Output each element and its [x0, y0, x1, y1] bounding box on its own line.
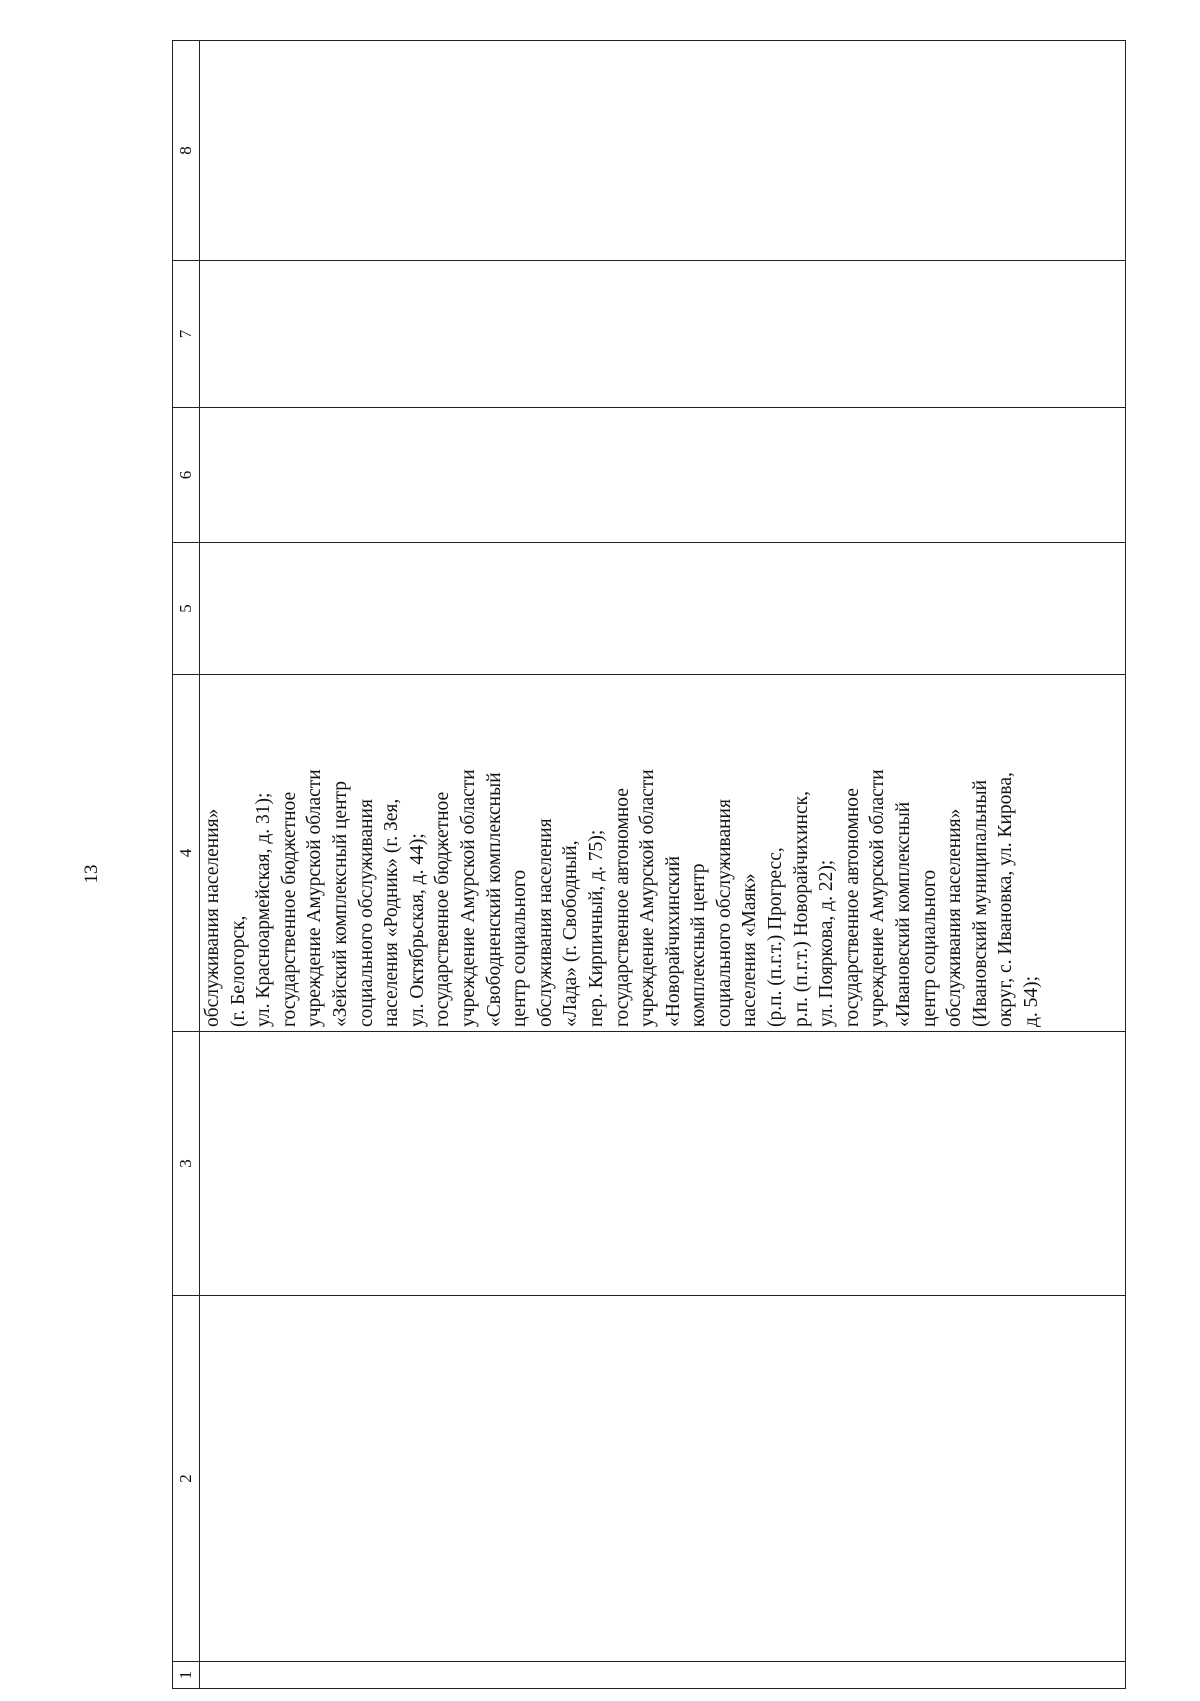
text-line: обслуживания населения»: [944, 808, 966, 1027]
column-header-6: 6: [173, 408, 200, 543]
text-line: «Свободненский комплексный: [483, 772, 505, 1027]
column-header-1: 1: [173, 1662, 200, 1689]
text-line: д. 54);: [1021, 975, 1042, 1027]
cell-col-2: [200, 1296, 1126, 1662]
text-line: «Новорайчихинский: [662, 855, 684, 1027]
text-line: социального обслуживания: [355, 799, 377, 1027]
cell-col-4: [200, 675, 1126, 1032]
cell-col-5: [200, 543, 1126, 675]
institutions-list-text: [200, 675, 1045, 1031]
text-line: (Ивановский муниципальный: [969, 779, 991, 1027]
text-line: комплексный центр: [688, 863, 710, 1027]
column-header-3: 3: [173, 1032, 200, 1296]
text-line: учреждение Амурской области: [637, 769, 659, 1027]
column-header-7: 7: [173, 261, 200, 408]
cell-col-7: [200, 261, 1126, 408]
column-header-2: 2: [173, 1296, 200, 1662]
text-line: государственное автономное: [611, 788, 633, 1027]
text-line: государственное бюджетное: [432, 791, 454, 1027]
page-number: 13: [81, 864, 102, 884]
column-header-5: 5: [173, 543, 200, 675]
cell-col-8: [200, 41, 1126, 261]
text-line: государственное автономное: [841, 788, 863, 1027]
text-line: населения «Родник» (г. Зея,: [381, 798, 403, 1027]
text-line: округ, с. Ивановка, ул. Кирова,: [995, 772, 1017, 1027]
text-line: (г. Белогорск,: [227, 915, 249, 1027]
column-header-8: 8: [173, 41, 200, 261]
text-line: ул. Пояркова, д. 22);: [816, 859, 838, 1027]
cell-col-1: [200, 1662, 1126, 1689]
text-line: центр социального: [918, 869, 940, 1027]
column-header-4: 4: [173, 675, 200, 1032]
text-line: обслуживания населения»: [202, 808, 223, 1027]
cell-col-6: [200, 408, 1126, 543]
text-line: обслуживания населения: [534, 818, 556, 1027]
text-line: центр социального: [509, 869, 531, 1027]
text-line: пер. Кирпичный, д. 75);: [585, 829, 607, 1027]
document-table: [172, 40, 1126, 1689]
text-line: учреждение Амурской области: [867, 769, 889, 1027]
text-line: населения «Маяк»: [739, 873, 761, 1027]
text-line: «Ивановский комплексный: [893, 801, 915, 1027]
text-line: социального обслуживания: [713, 799, 735, 1027]
rotated-page-content: [172, 41, 1127, 1689]
text-line: (р.п. (п.г.т.) Прогресс,: [765, 847, 787, 1027]
text-line: «Лада» (г. Свободный,: [560, 840, 582, 1027]
text-line: «Зейский комплексный центр: [329, 780, 351, 1027]
cell-col-3: [200, 1032, 1126, 1296]
header-row: [173, 41, 200, 1689]
text-line: государственное бюджетное: [278, 791, 300, 1027]
text-line: р.п. (п.г.т.) Новорайчихинск,: [790, 791, 812, 1027]
text-line: ул. Октябрьская, д. 44);: [406, 833, 428, 1027]
text-line: учреждение Амурской области: [457, 769, 479, 1027]
text-line: учреждение Амурской области: [304, 769, 326, 1027]
table-row: [200, 41, 1126, 1689]
text-line: ул. Красноармейская, д. 31);: [253, 792, 275, 1027]
